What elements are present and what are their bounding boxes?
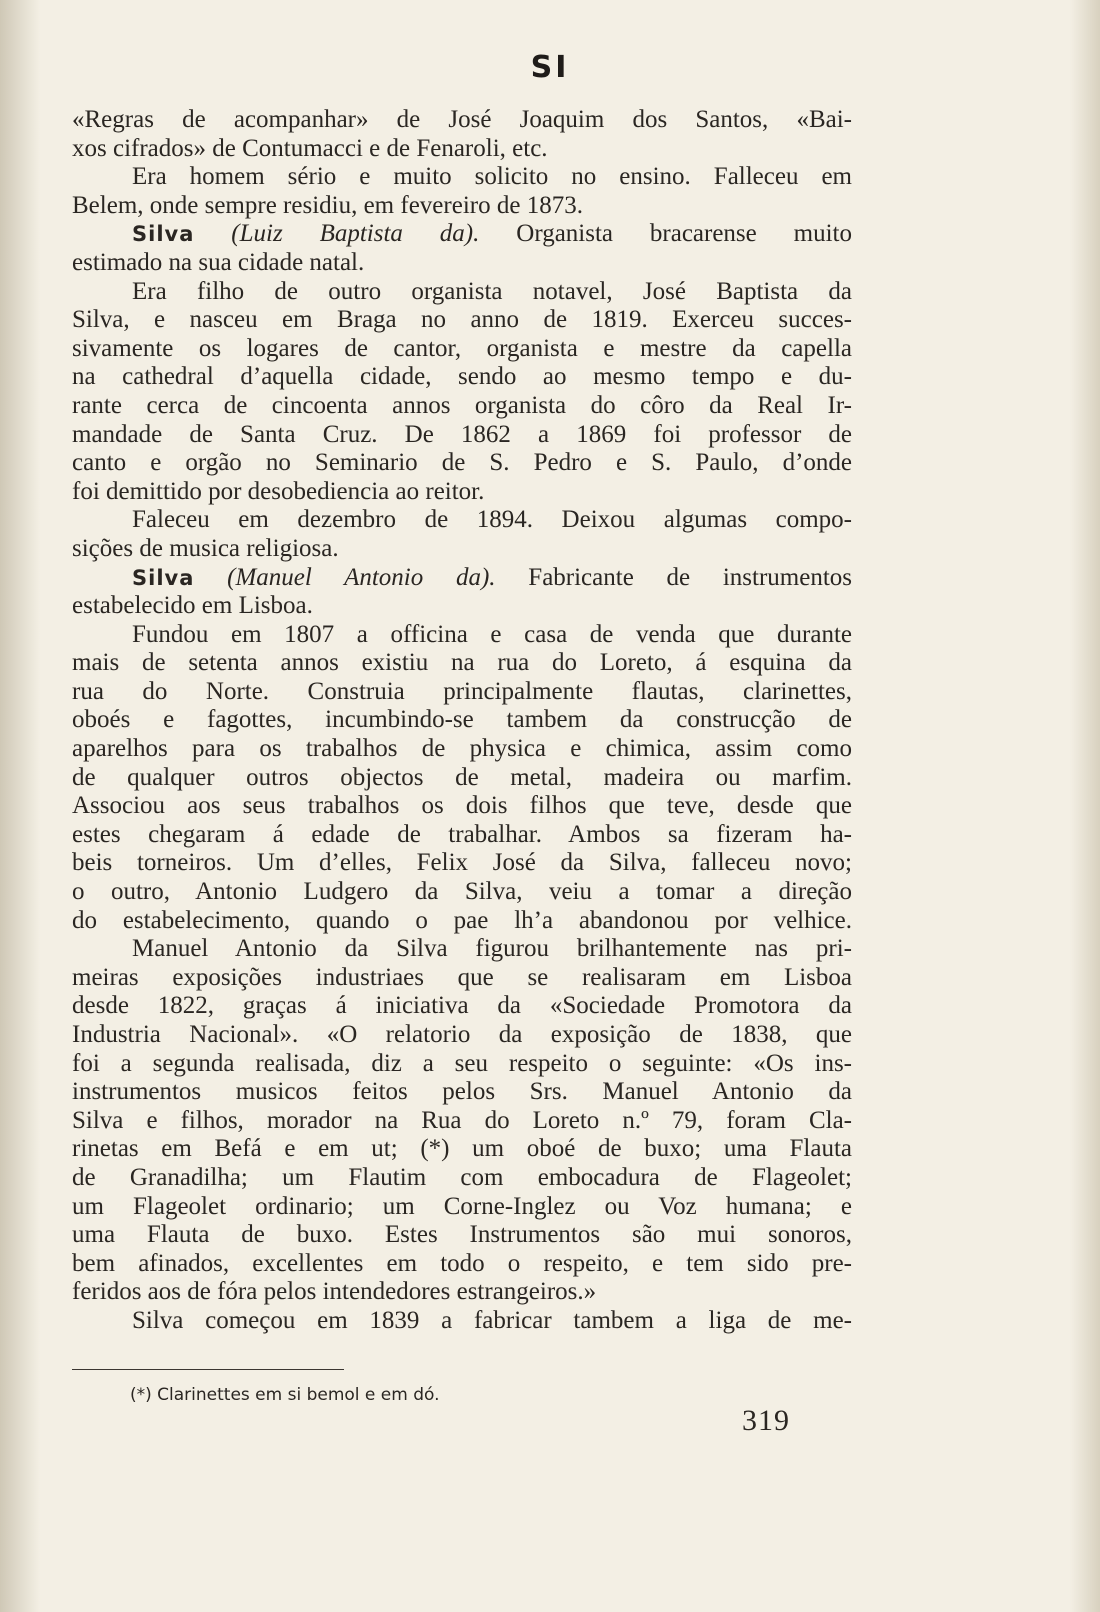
entry-fullname: (Manuel Antonio da). [227, 563, 496, 591]
line-text: uma Flauta de buxo. Estes Instrumentos são mui sonoros, [72, 1221, 852, 1249]
text-line [72, 907, 852, 936]
text-line [72, 592, 852, 621]
line-text: estes chegaram á edade de trabalhar. Ambos sa fizeram ha- [72, 820, 852, 848]
text-line [72, 735, 852, 764]
line-text: Fabricante de instrumentos [495, 563, 852, 591]
line-text: Fundou em 1807 a officina e casa de venda que durante [132, 620, 852, 648]
line-text: Silva, e nasceu em Braga no anno de 1819. Exerceu succes- [72, 306, 852, 334]
text-line [72, 878, 852, 907]
text-line [72, 992, 852, 1021]
line-text: Silva começou em 1839 a fabricar tambem a liga de me- [132, 1306, 852, 1334]
entry-heading-line [72, 564, 852, 593]
line-text: estimado na sua cidade natal. [72, 248, 365, 276]
text-line [72, 764, 852, 793]
line-text: Organista bracarense muito [479, 220, 852, 248]
text-line [72, 1135, 852, 1164]
line-text: o outro, Antonio Ludgero da Silva, veiu a tomar a direção [72, 878, 852, 906]
line-text: meiras exposições industriaes que se realisaram em Lisboa [72, 963, 852, 991]
line-text: rinetas em Befá e em ut; (*) um oboé de buxo; uma Flauta [72, 1135, 852, 1163]
text-line [72, 1250, 852, 1279]
line-text: Silva e filhos, morador na Rua do Loreto n.º 79, foram Cla- [72, 1106, 852, 1134]
text-line [72, 1221, 852, 1250]
text-line [72, 1021, 852, 1050]
text-line [72, 421, 852, 450]
line-text: mandade de Santa Cruz. De 1862 a 1869 foi professor de [72, 420, 852, 448]
line-text: desde 1822, graças á iniciativa da «Sociedade Promotora da [72, 992, 852, 1020]
entry-fullname: (Luiz Baptista da). [231, 220, 480, 248]
text-line [72, 1164, 852, 1193]
line-text: instrumentos musicos feitos pelos Srs. Manuel Antonio da [72, 1078, 852, 1106]
line-text: rante cerca de cincoenta annos organista do côro da Real Ir- [72, 391, 852, 419]
text-line [72, 1193, 852, 1222]
entry-heading-line [72, 220, 852, 249]
line-text: Associou aos seus trabalhos os dois filhos que teve, desde que [72, 792, 852, 820]
line-text: na cathedral d’aquella cidade, sendo ao mesmo tempo e du- [72, 363, 852, 391]
line-text: bem afinados, excellentes em todo o respeito, e tem sido pre- [72, 1249, 852, 1277]
text-line [72, 363, 852, 392]
text-line [72, 449, 852, 478]
line-text: estabelecido em Lisboa. [72, 592, 313, 620]
text-line [72, 535, 852, 564]
line-text: Industria Nacional». «O relatorio da exposição de 1838, que [72, 1021, 852, 1048]
line-text: de qualquer outros objectos de metal, madeira ou marfim. [72, 763, 852, 791]
line-text: canto e orgão no Seminario de S. Pedro e S. Paulo, d’onde [72, 449, 852, 477]
footnote: (*) Clarinettes em si bemol e em dó. [130, 1385, 440, 1405]
text-line [72, 678, 852, 707]
text-line [72, 335, 852, 364]
line-text: Manuel Antonio da Silva figurou brilhantemente nas pri- [132, 935, 852, 963]
line-text: de Granadilha; um Flautim com embocadura de Flageolet; [72, 1163, 852, 1191]
text-line [72, 1307, 852, 1336]
line-text: xos cifrados» de Contumacci e de Fenaroli, etc. [72, 134, 548, 162]
line-text: Era homem sério e muito solicito no ensino. Falleceu em [132, 163, 852, 191]
text-line [72, 849, 852, 878]
entry-name: Silva [132, 565, 195, 590]
line-text: sivamente os logares de cantor, organista e mestre da capella [72, 334, 852, 362]
line-text: foi a segunda realisada, diz a seu respeito o seguinte: «Os ins- [72, 1049, 852, 1077]
text-line [72, 964, 852, 993]
page-edge-shadow-right [1070, 0, 1100, 1612]
line-text: Faleceu em dezembro de 1894. Deixou algumas compo- [132, 506, 852, 534]
text-line [72, 621, 852, 650]
line-text: foi demittido por desobediencia ao reitor. [72, 477, 485, 505]
entry-name: Silva [132, 222, 195, 247]
line-text: «Regras de acompanhar» de José Joaquim dos Santos, «Bai- [72, 106, 852, 133]
line-text: aparelhos para os trabalhos de physica e chimica, assim como [72, 735, 852, 763]
line-text: Era filho de outro organista notavel, José Baptista da [132, 277, 852, 305]
text-line [72, 935, 852, 964]
text-line [72, 821, 852, 850]
page-edge-shadow-left [0, 0, 40, 1612]
text-line [72, 192, 852, 221]
line-text: sições de musica religiosa. [72, 534, 339, 562]
line-text: mais de setenta annos existiu na rua do Loreto, á esquina da [72, 649, 852, 677]
line-text: do estabelecimento, quando o pae lh’a abandonou por velhice. [72, 906, 852, 934]
text-line [72, 792, 852, 821]
text-line [72, 1050, 852, 1079]
body-text [72, 106, 852, 1336]
text-line [72, 1278, 852, 1307]
running-header: SI [530, 50, 570, 85]
line-text: feridos aos de fóra pelos intendedores estrangeiros.» [72, 1278, 597, 1306]
line-text: rua do Norte. Construia principalmente flautas, clarinettes, [72, 677, 852, 705]
text-line [72, 306, 852, 335]
footnote-rule [72, 1369, 344, 1370]
page-number: 319 [742, 1404, 790, 1437]
text-line [72, 106, 852, 135]
text-line [72, 392, 852, 421]
text-line [72, 135, 852, 164]
line-text: Belem, onde sempre residiu, em fevereiro de 1873. [72, 191, 583, 219]
line-text: oboés e fagottes, incumbindo-se tambem da construcção de [72, 706, 852, 734]
text-line [72, 506, 852, 535]
line-text: um Flageolet ordinario; um Corne-Inglez ou Voz humana; e [72, 1192, 852, 1220]
text-line [72, 478, 852, 507]
text-line [72, 706, 852, 735]
line-text: beis torneiros. Um d’elles, Felix José da Silva, falleceu novo; [72, 849, 852, 877]
text-line [72, 249, 852, 278]
text-line [72, 278, 852, 307]
text-line [72, 163, 852, 192]
text-line [72, 1078, 852, 1107]
text-line [72, 1107, 852, 1136]
text-line [72, 649, 852, 678]
